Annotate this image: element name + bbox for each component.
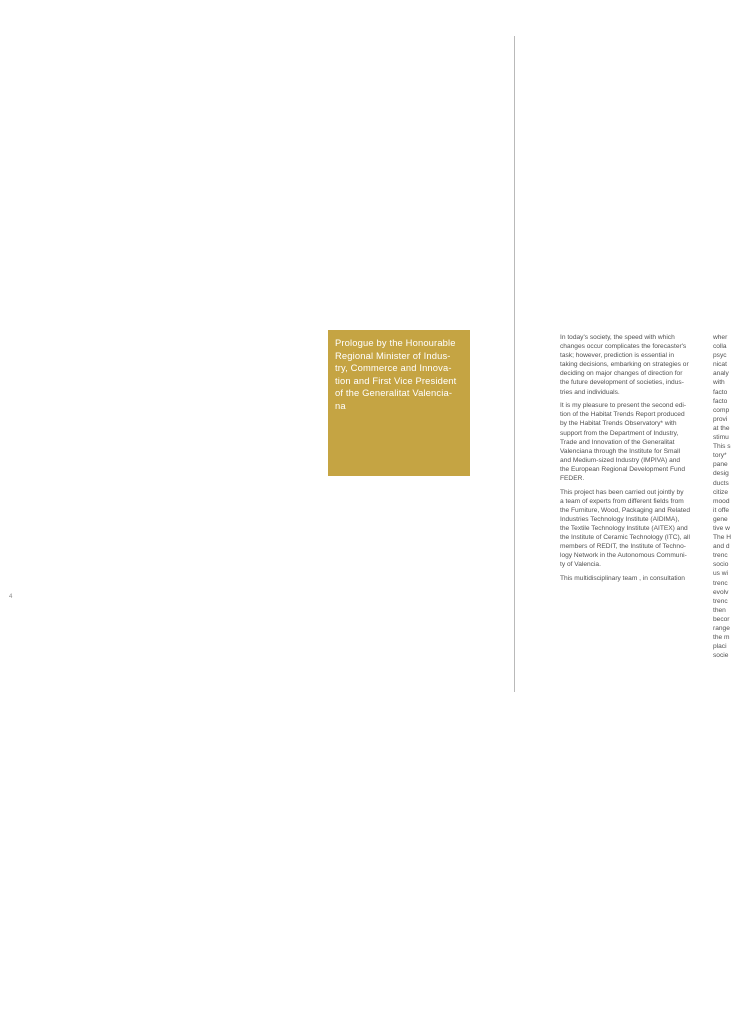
paragraph-1: In today's society, the speed with which changes occur complicates the forecaster's task; however, prediction is essential in taking decisions, embarking on strategies or deciding on major changes of direction for the future development of societies, indus- tries and individuals. xyxy=(560,334,689,396)
paragraph-4: This multidisciplinary team , in consultation xyxy=(560,575,685,583)
clipped-line: provi xyxy=(713,415,728,423)
paragraph-2: It is my pleasure to present the second edi- tion of the Habitat Trends Report produced by the Habitat Trends Observatory* with support from the Department of Industry, Trade and Innovation of the Generalitat Valenciana through the Institute for Small and Medium-sized Industry (IMPIVA) and the European Regional Development Fund FEDER. xyxy=(560,402,687,482)
clipped-line: wher xyxy=(713,334,728,341)
clipped-line: citize xyxy=(713,488,729,496)
clipped-line: pane xyxy=(713,461,728,469)
clipped-line: stimu xyxy=(713,434,729,442)
clipped-paragraph-1 xyxy=(713,333,729,442)
clipped-line: psyc xyxy=(713,352,727,360)
clipped-paragraph-2 xyxy=(713,442,729,533)
clipped-line: facto xyxy=(713,397,728,405)
clipped-line: it offe xyxy=(713,506,730,514)
body-column-1 xyxy=(560,333,710,588)
prologue-title-box xyxy=(328,330,470,476)
clipped-line: the m xyxy=(713,634,730,642)
clipped-line: facto xyxy=(713,388,728,396)
clipped-line: colla xyxy=(713,343,727,351)
clipped-line: gene xyxy=(713,515,728,523)
clipped-line: and d xyxy=(713,543,730,551)
clipped-line: ducts xyxy=(713,479,729,487)
clipped-line: comp xyxy=(713,406,730,414)
clipped-line: trenc xyxy=(713,579,728,587)
clipped-line: tory* xyxy=(713,452,727,460)
clipped-line: with xyxy=(713,379,725,387)
clipped-line: The H xyxy=(713,534,731,542)
clipped-line: socie xyxy=(713,652,729,660)
clipped-line: then xyxy=(713,606,726,614)
column-divider xyxy=(514,36,515,692)
clipped-line: nicat xyxy=(713,361,727,369)
clipped-line: desig xyxy=(713,470,729,478)
clipped-line: evolv xyxy=(713,588,729,596)
page-number: 4 xyxy=(9,594,13,600)
clipped-line: trenc xyxy=(713,597,728,605)
clipped-line: tive w xyxy=(713,524,730,532)
clipped-line: mood xyxy=(713,497,730,505)
clipped-line: placi xyxy=(713,643,727,651)
paragraph-3: This project has been carried out jointly by a team of experts from different fields from the Furniture, Wood, Packaging and Related Industries Technology Institute (AIDIMA), the Textile Technology Institute (AITEX) and the Institute of Ceramic Technology (ITC), all members of REDIT, the Institute of Techno- logy Network in the Autonomous Communi- ty of Valencia. xyxy=(560,488,691,569)
clipped-line: socio xyxy=(713,561,729,569)
clipped-line: analy xyxy=(713,370,729,378)
clipped-line: This s xyxy=(713,443,731,451)
body-column-2-clipped xyxy=(713,333,729,660)
clipped-paragraph-3 xyxy=(713,533,729,660)
clipped-line: trenc xyxy=(713,552,728,560)
prologue-title: Prologue by the Honourable Regional Minister of Indus- try, Commerce and Innova- tion and First Vice President of the Generalitat Valencia- na xyxy=(335,337,457,411)
clipped-line: at the xyxy=(713,424,730,432)
clipped-line: us wi xyxy=(713,570,729,578)
clipped-line: range xyxy=(713,625,730,632)
clipped-line: becor xyxy=(713,615,730,623)
